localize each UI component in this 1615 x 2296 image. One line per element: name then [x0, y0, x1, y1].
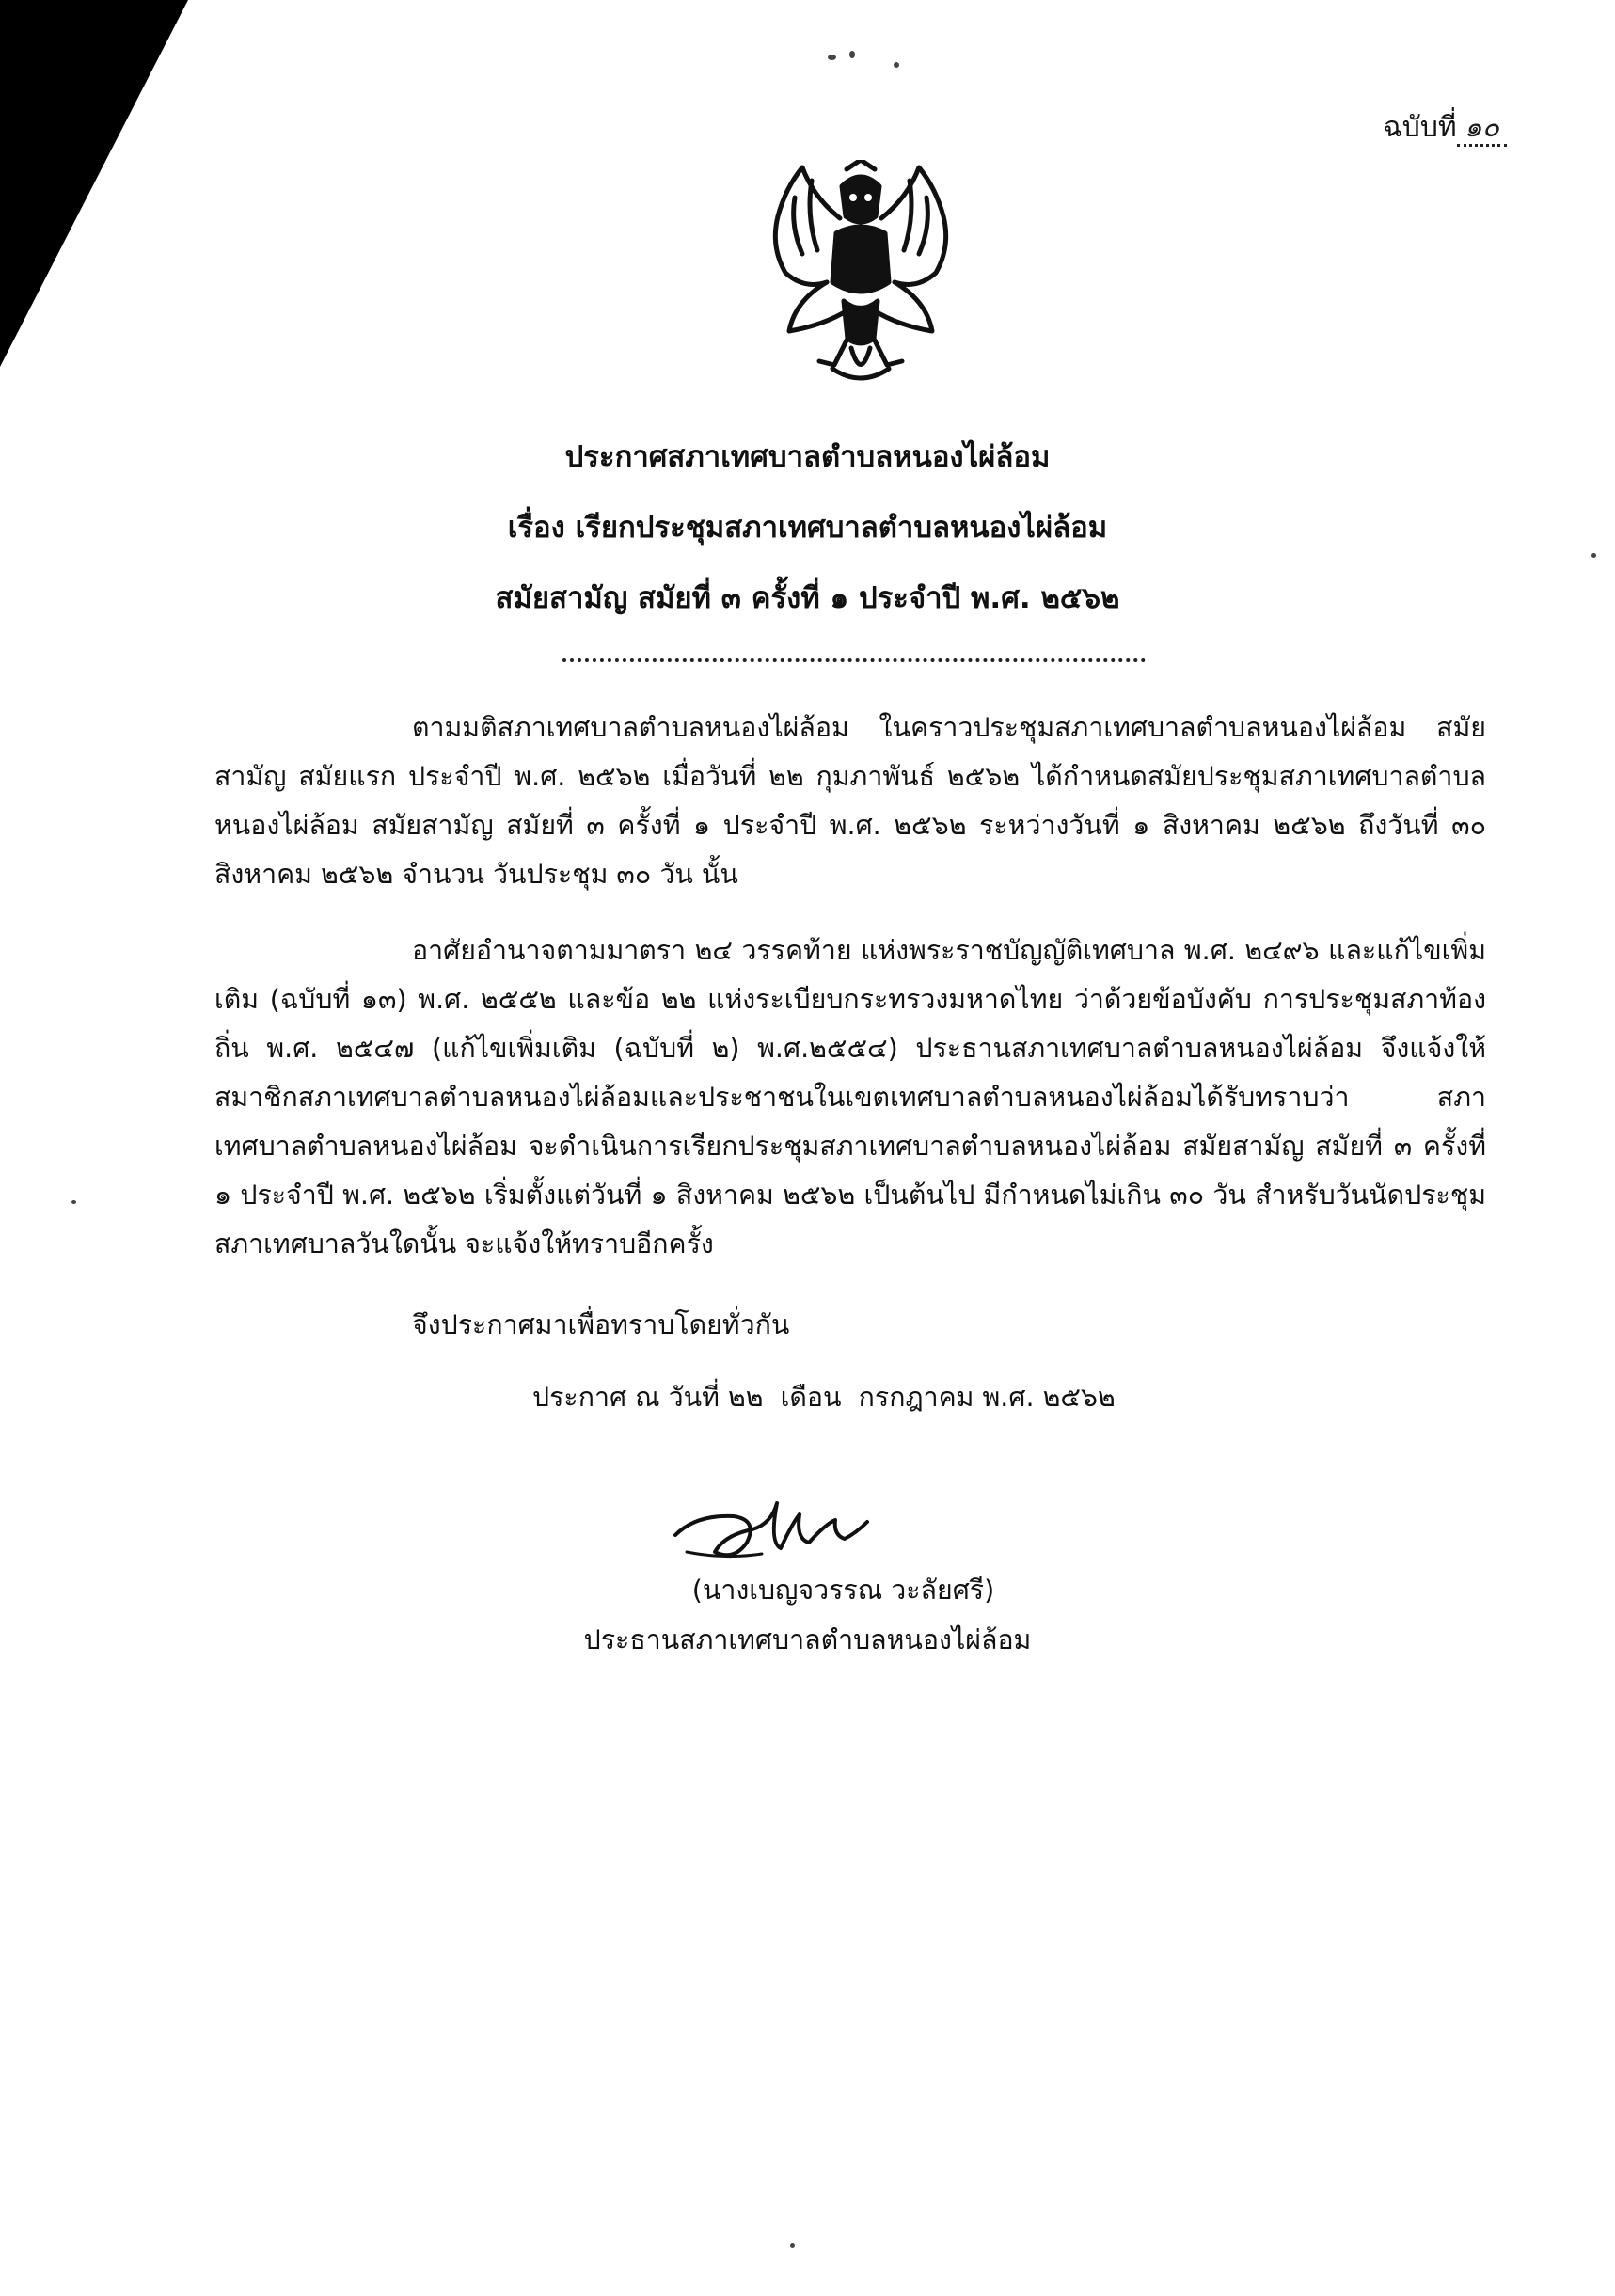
- scan-speck: [1591, 553, 1596, 558]
- date-day: ๒๒: [727, 1382, 764, 1413]
- heading-divider: [562, 658, 1146, 662]
- date-year: ๒๕๖๒: [1042, 1382, 1116, 1413]
- announcement-subject: เรื่อง เรียกประชุมสภาเทศบาลตำบลหนองไผ่ล้อม: [507, 511, 1108, 545]
- copy-number: [1383, 105, 1507, 150]
- announcement-title: ประกาศสภาเทศบาลตำบลหนองไผ่ล้อม: [564, 440, 1051, 474]
- scan-speck: [828, 55, 836, 60]
- date-prefix: ประกาศ ณ วันที่: [532, 1382, 720, 1413]
- date-month-label: เดือน: [780, 1382, 842, 1413]
- copy-number-value: ๑๐: [1457, 111, 1507, 147]
- body-paragraph-1: ตามมติสภาเทศบาลตำบลหนองไผ่ล้อม ในคราวประชุมสภาเทศบาลตำบลหนองไผ่ล้อม สมัยสามัญ สมัยแรก ประจำปี พ.ศ. ๒๕๖๒ เมื่อวันที่ ๒๒ กุมภาพันธ์ ๒๕๖๒ ได้กำหนดสมัยประชุมสภาเทศบาลตำบลหนองไผ่ล้อม สมัยสามัญ สมัยที่ ๓ ครั้งที่ ๑ ประจำปี พ.ศ. ๒๕๖๒ ระหว่างวันที่ ๑ สิงหาคม ๒๕๖๒ ถึงวันที่ ๓๐ สิงหาคม ๒๕๖๒ จำนวน วันประชุม ๓๐ วัน นั้น: [214, 712, 1486, 890]
- garuda-emblem-icon: [757, 160, 964, 390]
- scan-speck: [790, 2243, 795, 2248]
- announcement-date: [532, 1375, 1116, 1418]
- signatory-name: (นางเบญจวรรณ วะลัยศรี): [691, 1575, 995, 1606]
- body-paragraph-2: อาศัยอำนาจตามมาตรา ๒๔ วรรคท้าย แห่งพระราชบัญญัติเทศบาล พ.ศ. ๒๔๙๖ และแก้ไขเพิ่มเติม (ฉบับที่ ๑๓) พ.ศ. ๒๕๕๒ และข้อ ๒๒ แห่งระเบียบกระทรวงมหาดไทย ว่าด้วยข้อบังคับ การประชุมสภาท้องถิ่น พ.ศ. ๒๕๔๗ (แก้ไขเพิ่มเติม (ฉบับที่ ๒) พ.ศ.๒๕๕๔) ประธานสภาเทศบาลตำบลหนองไผ่ล้อม จึงแจ้งให้สมาชิกสภาเทศบาลตำบลหนองไผ่ล้อมและประชาชนในเขตเทศบาลตำบลหนองไผ่ล้อมได้รับทราบว่า สภาเทศบาลตำบลหนองไผ่ล้อม จะดำเนินการเรียกประชุมสภาเทศบาลตำบลหนองไผ่ล้อม สมัยสามัญ สมัยที่ ๓ ครั้งที่ ๑ ประจำปี พ.ศ. ๒๕๖๒ เริ่มตั้งแต่วันที่ ๑ สิงหาคม ๒๕๖๒ เป็นต้นไป มีกำหนดไม่เกิน ๓๐ วัน สำหรับวันนัดประชุมสภาเทศบาลวันใดนั้น จะแจ้งให้ทราบอีกครั้ง: [214, 935, 1486, 1259]
- date-year-label: พ.ศ.: [982, 1382, 1035, 1413]
- scan-speck: [894, 62, 899, 68]
- handwritten-signature: [668, 1486, 894, 1571]
- date-month: กรกฎาคม: [858, 1382, 974, 1413]
- signatory-position: ประธานสภาเทศบาลตำบลหนองไผ่ล้อม: [583, 1624, 1032, 1655]
- closing-statement: จึงประกาศมาเพื่อทราบโดยทั่วกัน: [412, 1309, 790, 1340]
- scan-corner-shadow: [0, 0, 188, 367]
- scan-speck: [71, 1200, 76, 1204]
- copy-number-label: ฉบับที่: [1383, 111, 1457, 144]
- announcement-session: สมัยสามัญ สมัยที่ ๓ ครั้งที่ ๑ ประจำปี พ.ศ. ๒๕๖๒: [495, 581, 1120, 615]
- scan-speck: [849, 51, 855, 58]
